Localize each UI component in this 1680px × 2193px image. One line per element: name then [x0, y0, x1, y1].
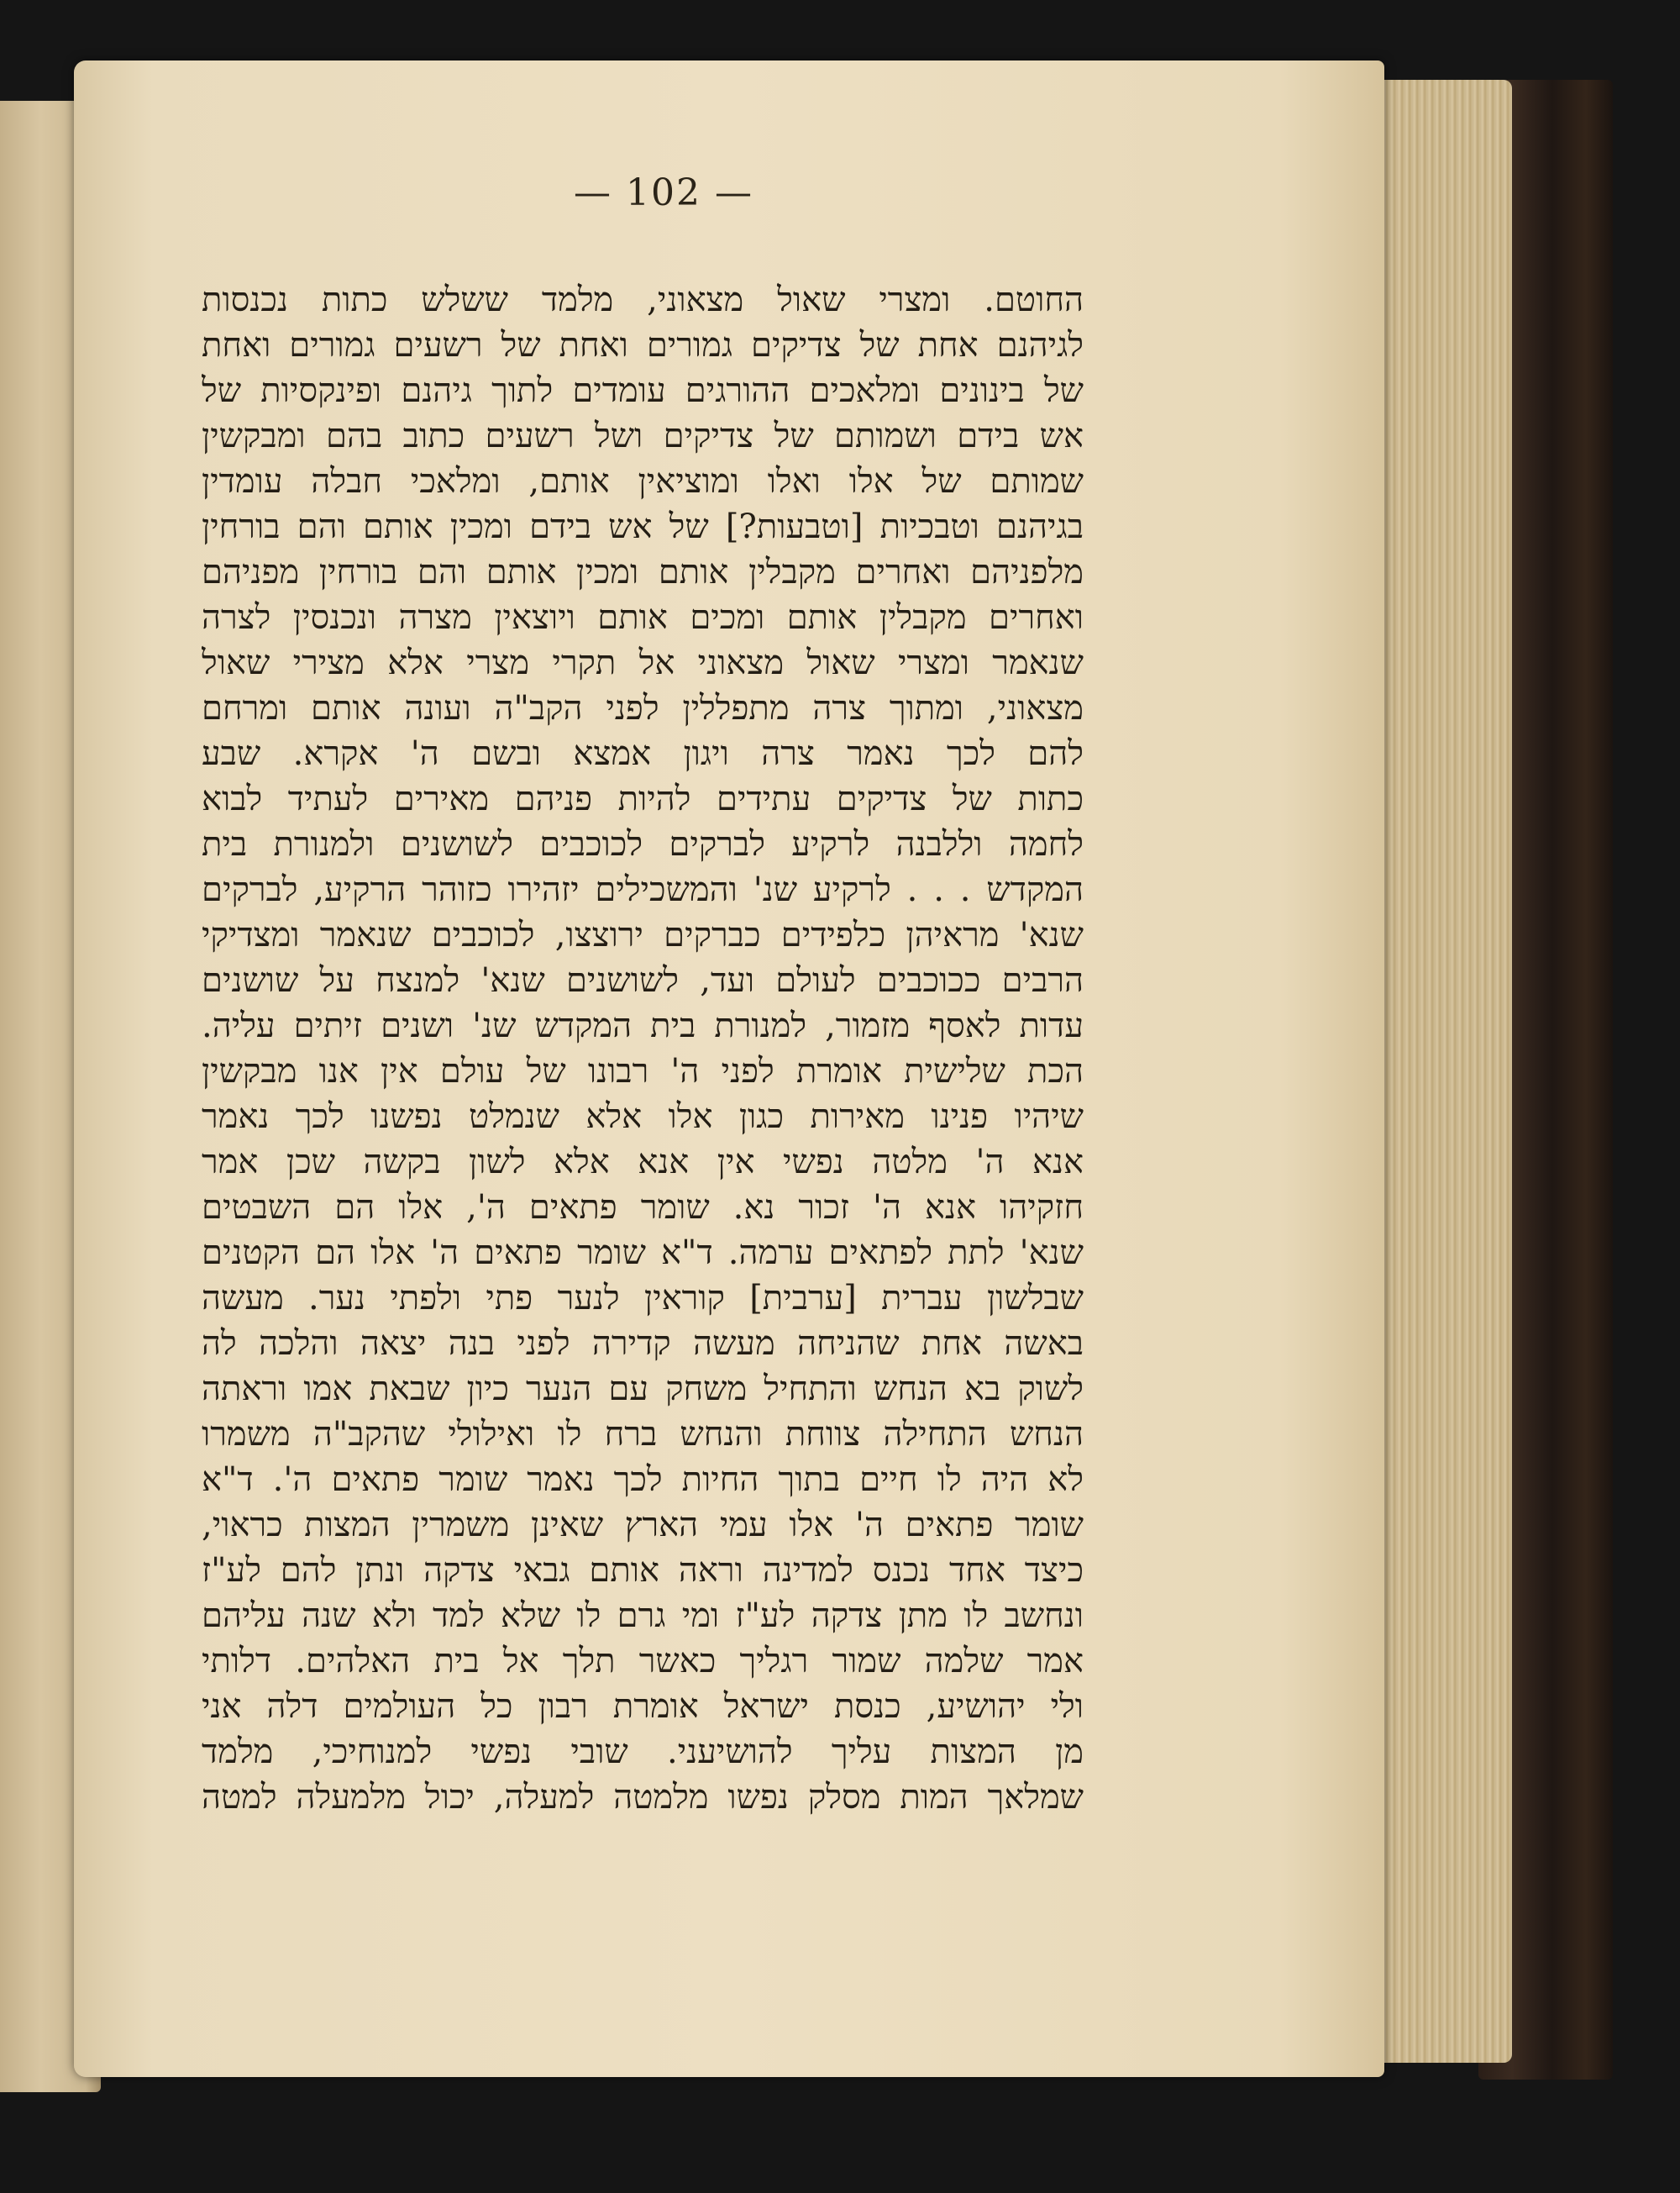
text-line: שמותם של אלו ואלו ומוציאין אותם, ומלאכי חבלה עומדין: [202, 462, 1084, 501]
text-line: כתות של צדיקים עתידים להיות פניהם מאירים לעתיד לבוא: [202, 780, 1084, 818]
text-line: להם לכך נאמר צרה ויגון אמצא ובשם ה' אקרא. שבע: [202, 734, 1084, 773]
text-line: שנא' מראיהן כלפידים כברקים ירוצצו, לכוכבים שנאמר ומצדיקי: [202, 916, 1084, 955]
text-line: אש בידם ושמותם של צדיקים ושל רשעים כתוב בהם ומבקשין: [202, 417, 1084, 455]
text-line: בגיהנם וטבכיות [וטבעות?] של אש בידם ומכין אותם והם בורחין: [202, 507, 1084, 546]
text-line: לגיהנם אחת של צדיקים גמורים ואחת של רשעים גמורים ואחת: [202, 326, 1084, 365]
text-line: המקדש . . . לרקיע שנ' והמשכילים יזהירו כזוהר הרקיע, לברקים: [202, 870, 1084, 909]
text-line: ואחרים מקבלין אותם ומכים אותם ויוצאין מצרה ונכנסין לצרה: [202, 598, 1084, 637]
text-line: חזקיהו אנא ה' זכור נא. שומר פתאים ה', אלו הם השבטים: [202, 1188, 1084, 1227]
text-line: שנא' לתת לפתאים ערמה. ד"א שומר פתאים ה' אלו הם הקטנים: [202, 1233, 1084, 1272]
text-line: הנחש התחילה צווחת והנחש ברח לו ואילולי שהקב"ה משמרו: [202, 1415, 1084, 1454]
text-line: כיצד אחד נכנס למדינה וראה אותם גבאי צדקה ונתן להם לע"ז: [202, 1551, 1084, 1590]
text-line: אמר שלמה שמור רגליך כאשר תלך אל בית האלהים. דלותי: [202, 1642, 1084, 1680]
text-line: באשה אחת שהניחה מעשה קדירה לפני בנה יצאה והלכה לה: [202, 1324, 1084, 1363]
text-line: לחמה וללבנה לרקיע לברקים לכוכבים לשושנים ולמנורת בית: [202, 825, 1084, 864]
text-line: לא היה לו חיים בתוך החיות לכך נאמר שומר פתאים ה'. ד"א: [202, 1460, 1084, 1499]
text-line: של בינונים ומלאכים ההורגים עומדים לתוך גיהנם ופינקסיות של: [202, 371, 1084, 410]
text-line: ונחשב לו מתן צדקה לע"ז ומי גרם לו שלא למד ולא שנה עליהם: [202, 1596, 1084, 1635]
text-line: עדות לאסף מזמור, למנורת בית המקדש שנ' ושנים זיתים עליה.: [202, 1007, 1084, 1045]
text-line: לשוק בא הנחש והתחיל משחק עם הנער כיון שבאת אמו וראתה: [202, 1370, 1084, 1408]
text-line: הכת שלישית אומרת לפני ה' רבונו של עולם אין אנו מבקשין: [202, 1052, 1084, 1091]
page-number: — 102 —: [574, 171, 753, 214]
text-line: מלפניהם ואחרים מקבלין אותם ומכין אותם והם בורחין מפניהם: [202, 553, 1084, 592]
text-line: אנא ה' מלטה נפשי אין אנא אלא לשון בקשה שכן אמר: [202, 1143, 1084, 1181]
text-line: מן המצות עליך להושיעני. שובי נפשי למנוחיכי, מלמד: [202, 1733, 1084, 1771]
text-line: שמלאך המות מסלק נפשו מלמטה למעלה, יכול מלמעלה למטה: [202, 1778, 1084, 1817]
text-line: ולי יהושיע, כנסת ישראל אומרת רבון כל העולמים דלה אני: [202, 1687, 1084, 1726]
text-line: שנאמר ומצרי שאול מצאוני אל תקרי מצרי אלא מצירי שאול: [202, 644, 1084, 682]
text-line: שומר פתאים ה' אלו עמי הארץ שאינן משמרין המצות כראוי,: [202, 1506, 1084, 1544]
page-text: [202, 277, 1084, 1820]
text-line: מצאוני, ומתוך צרה מתפללין לפני הקב"ה ועונה אותם ומרחם: [202, 689, 1084, 728]
text-line: הרבים ככוכבים לעולם ועד, לשושנים שנא' למנצח על שושנים: [202, 961, 1084, 1000]
text-line: שיהיו פנינו מאירות כגון אלו אלא שנמלט נפשנו לכך נאמר: [202, 1097, 1084, 1136]
text-line: החוטם. ומצרי שאול מצאוני, מלמד ששלש כתות נכנסות: [202, 281, 1084, 319]
text-line: שבלשון עברית [ערבית] קוראין לנער פתי ולפתי נער. מעשה: [202, 1279, 1084, 1317]
